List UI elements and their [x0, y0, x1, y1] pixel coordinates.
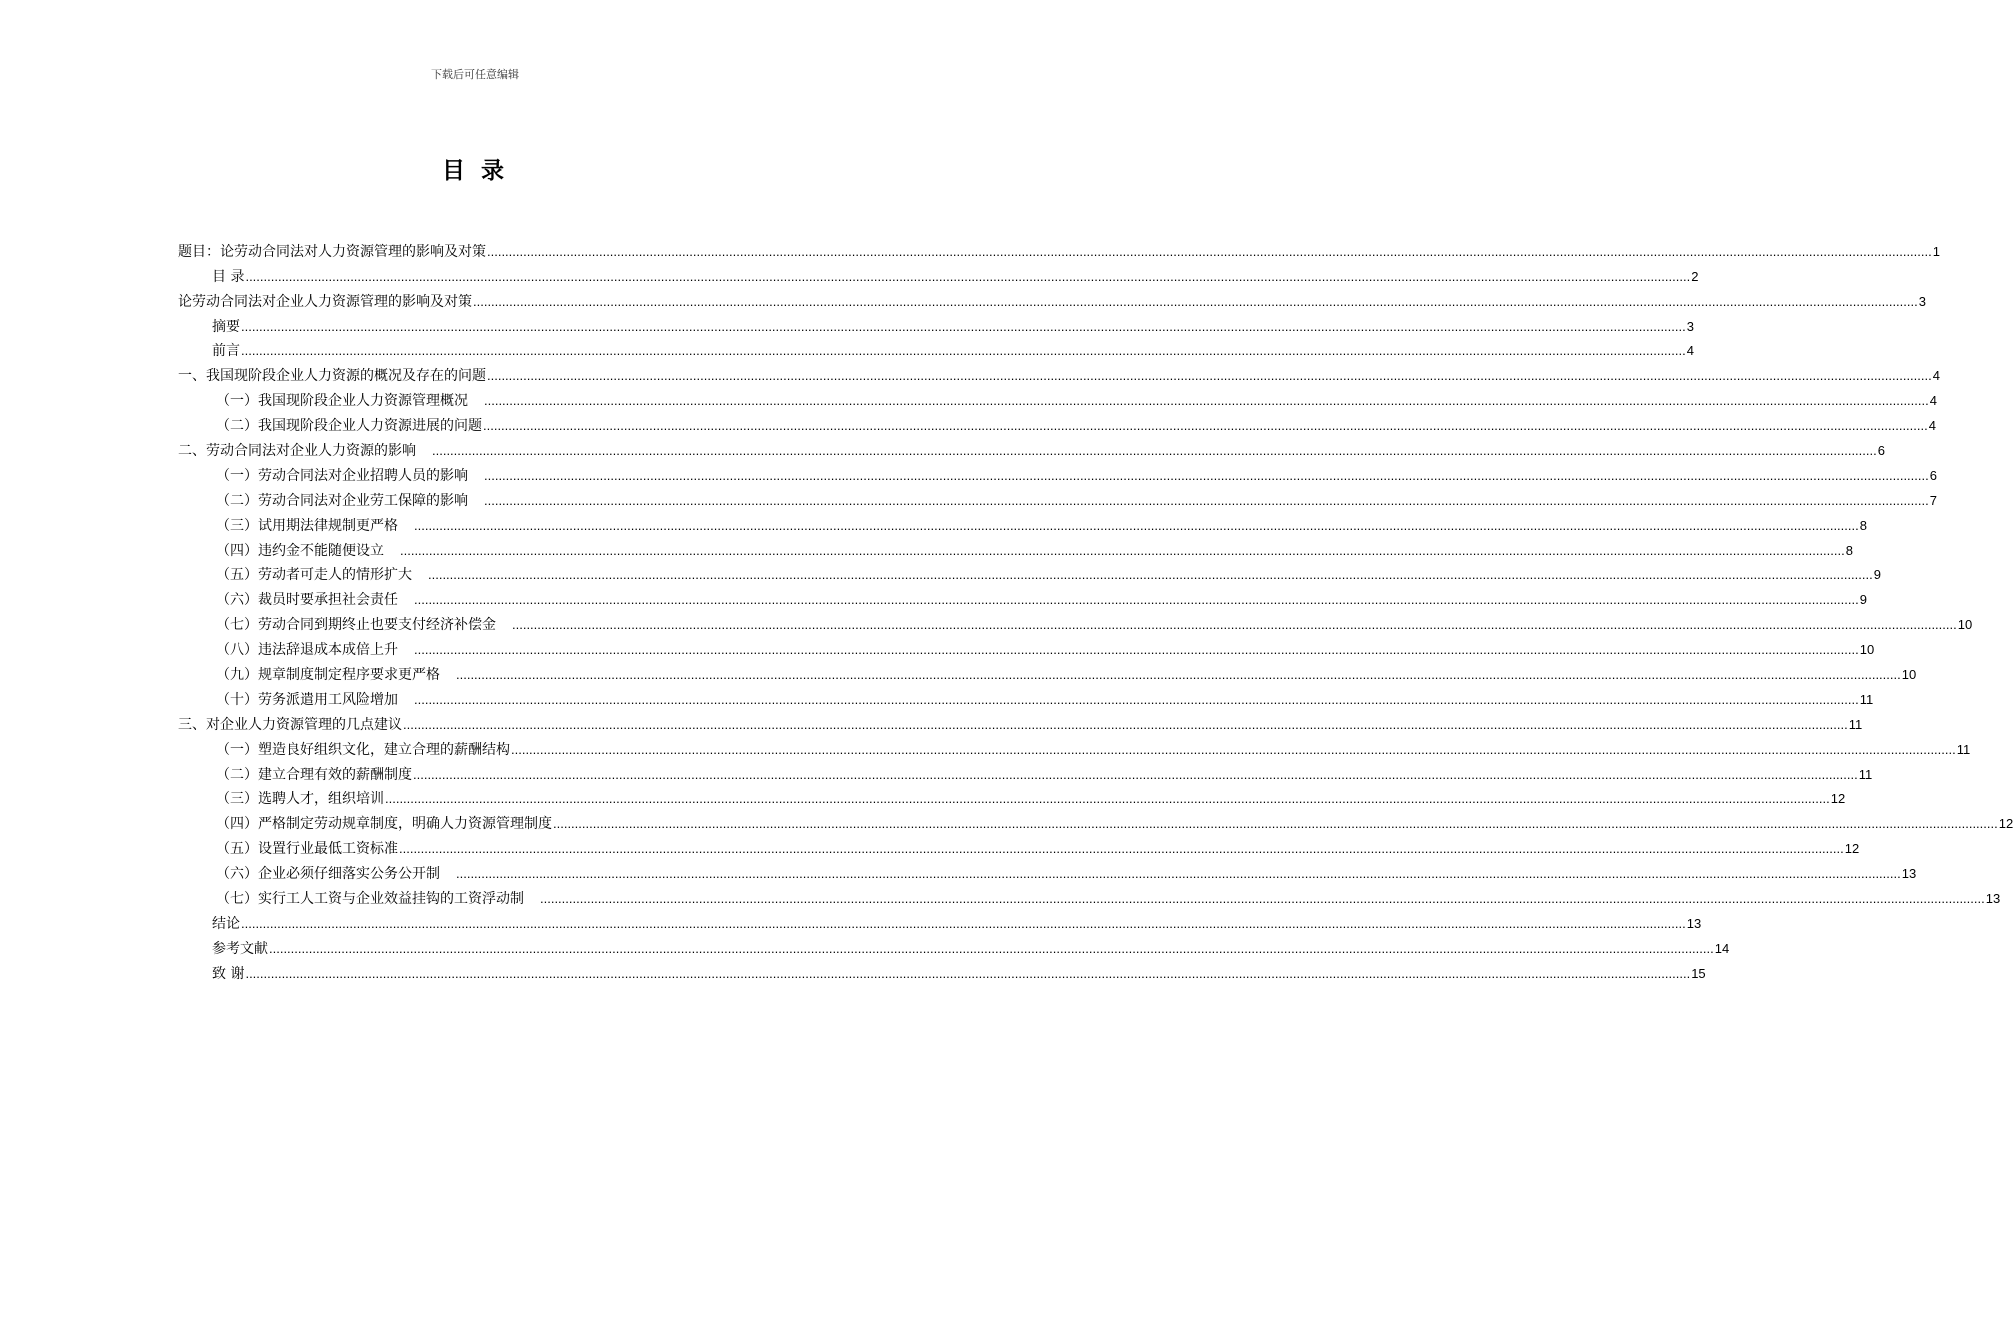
toc-page-number: 13: [1901, 866, 1917, 882]
toc-entry[interactable]: [178, 883, 2001, 908]
toc-entry[interactable]: [178, 584, 1867, 609]
toc-entry[interactable]: [178, 833, 1860, 858]
toc-page-number: 4: [1928, 418, 1936, 434]
table-of-contents: [178, 236, 2013, 983]
toc-entry-label: 一、我国现阶段企业人力资源的概况及存在的问题: [178, 368, 486, 385]
toc-entry-label: （一）劳动合同法对企业招聘人员的影响: [216, 467, 468, 484]
toc-dot-leader: ................................................................................................................................................................................................................................................................................................................................................................................................................: [399, 841, 1844, 857]
toc-page-number: 12: [1844, 841, 1860, 857]
toc-entry-label: （九）规章制度制定程序要求更严格: [216, 667, 440, 684]
toc-entry[interactable]: [178, 858, 1917, 883]
toc-entry-label: （一）塑造良好组织文化，建立合理的薪酬结构: [216, 741, 510, 758]
toc-page-number: 1: [1932, 243, 1940, 259]
toc-entry[interactable]: [178, 360, 1940, 385]
toc-dot-leader: ................................................................................................................................................................................................................................................................................................................................................................................................................: [414, 691, 1859, 707]
toc-page-number: 4: [1932, 368, 1940, 384]
toc-title: 目 录: [441, 158, 508, 184]
toc-dot-leader: ................................................................................................................................................................................................................................................................................................................................................................................................................: [540, 891, 1985, 907]
toc-page-number: 6: [1877, 443, 1885, 459]
toc-entry[interactable]: [178, 410, 1936, 435]
toc-page-number: 11: [1859, 691, 1874, 707]
toc-entry-label: 目 录: [212, 268, 245, 285]
toc-entry[interactable]: [178, 510, 1867, 535]
toc-dot-leader: ................................................................................................................................................................................................................................................................................................................................................................................................................: [245, 268, 1691, 284]
toc-entry-label: （一）我国现阶段企业人力资源管理概况: [216, 393, 468, 410]
toc-entry-label: 前言: [212, 343, 240, 360]
toc-entry[interactable]: [178, 709, 1863, 734]
toc-page-number: 11: [1858, 766, 1873, 782]
toc-dot-leader: ................................................................................................................................................................................................................................................................................................................................................................................................................: [400, 542, 1845, 558]
toc-dot-leader: ................................................................................................................................................................................................................................................................................................................................................................................................................: [487, 243, 1932, 259]
page-header-note: 下载后可任意编辑: [431, 68, 519, 81]
toc-dot-leader: ................................................................................................................................................................................................................................................................................................................................................................................................................: [403, 716, 1848, 732]
toc-page-number: 13: [1686, 915, 1702, 931]
toc-dot-leader: ................................................................................................................................................................................................................................................................................................................................................................................................................: [241, 318, 1686, 334]
toc-entry-label: （八）违法辞退成本成倍上升: [216, 642, 398, 659]
toc-entry[interactable]: [178, 933, 1730, 958]
toc-dot-leader: ................................................................................................................................................................................................................................................................................................................................................................................................................: [484, 467, 1929, 483]
toc-page-number: 6: [1929, 467, 1937, 483]
toc-dot-leader: ................................................................................................................................................................................................................................................................................................................................................................................................................: [484, 393, 1929, 409]
toc-page-number: 3: [1686, 318, 1694, 334]
toc-entry[interactable]: [178, 609, 1973, 634]
toc-dot-leader: ................................................................................................................................................................................................................................................................................................................................................................................................................: [414, 592, 1859, 608]
toc-dot-leader: ................................................................................................................................................................................................................................................................................................................................................................................................................: [553, 816, 1998, 832]
toc-entry[interactable]: [178, 460, 1937, 485]
toc-page-number: 13: [1985, 891, 2001, 907]
toc-entry[interactable]: [178, 286, 1926, 311]
toc-page-number: 15: [1691, 965, 1706, 981]
toc-entry[interactable]: [178, 535, 1853, 560]
toc-entry-label: 摘要: [212, 318, 240, 335]
toc-entry[interactable]: [178, 311, 1694, 336]
toc-entry-label: 参考文献: [212, 940, 268, 957]
toc-page-number: 8: [1845, 542, 1853, 558]
toc-page-number: 14: [1714, 940, 1730, 956]
toc-entry-label: （六）裁员时要承担社会责任: [216, 592, 398, 609]
toc-dot-leader: ................................................................................................................................................................................................................................................................................................................................................................................................................: [414, 517, 1859, 533]
toc-page-number: 3: [1918, 293, 1926, 309]
toc-entry-label: 题目：论劳动合同法对人力资源管理的影响及对策: [178, 243, 486, 260]
toc-dot-leader: ................................................................................................................................................................................................................................................................................................................................................................................................................: [413, 766, 1858, 782]
toc-entry-label: （四）违约金不能随便设立: [216, 542, 384, 559]
toc-entry[interactable]: [178, 336, 1694, 361]
toc-entry[interactable]: [178, 560, 1881, 585]
toc-entry[interactable]: [178, 958, 1706, 983]
toc-entry[interactable]: [178, 435, 1885, 460]
toc-dot-leader: ................................................................................................................................................................................................................................................................................................................................................................................................................: [483, 418, 1928, 434]
toc-entry[interactable]: [178, 908, 1702, 933]
toc-entry[interactable]: [178, 808, 2013, 833]
toc-page-number: 7: [1929, 492, 1937, 508]
toc-entry[interactable]: [178, 734, 1971, 759]
toc-page-number: 11: [1848, 716, 1863, 732]
toc-entry-label: （二）我国现阶段企业人力资源进展的问题: [216, 418, 482, 435]
toc-entry[interactable]: [178, 684, 1874, 709]
toc-dot-leader: ................................................................................................................................................................................................................................................................................................................................................................................................................: [241, 343, 1686, 359]
toc-entry[interactable]: [178, 385, 1937, 410]
toc-page-number: 9: [1859, 592, 1867, 608]
toc-dot-leader: ................................................................................................................................................................................................................................................................................................................................................................................................................: [414, 642, 1859, 658]
toc-entry[interactable]: [178, 236, 1940, 261]
toc-page-number: 10: [1957, 617, 1973, 633]
toc-entry-label: 三、对企业人力资源管理的几点建议: [178, 716, 402, 733]
toc-dot-leader: ................................................................................................................................................................................................................................................................................................................................................................................................................: [456, 667, 1901, 683]
toc-entry[interactable]: [178, 759, 1873, 784]
toc-entry-label: （三）试用期法律规制更严格: [216, 517, 398, 534]
toc-entry-label: （二）建立合理有效的薪酬制度: [216, 766, 412, 783]
toc-page-number: 11: [1956, 741, 1971, 757]
toc-entry-label: （六）企业必须仔细落实公务公开制: [216, 866, 440, 883]
toc-page-number: 4: [1929, 393, 1937, 409]
toc-entry[interactable]: [178, 784, 1846, 809]
toc-entry-label: （七）劳动合同到期终止也要支付经济补偿金: [216, 617, 496, 634]
toc-entry-label: （十）劳务派遣用工风险增加: [216, 691, 398, 708]
toc-entry-label: （三）选聘人才，组织培训: [216, 791, 384, 808]
toc-entry[interactable]: [178, 485, 1937, 510]
toc-entry-label: 结论: [212, 915, 240, 932]
toc-page-number: 4: [1686, 343, 1694, 359]
toc-entry-label: 致 谢: [212, 965, 245, 982]
toc-entry-label: （五）劳动者可走人的情形扩大: [216, 567, 412, 584]
toc-page-number: 8: [1859, 517, 1867, 533]
toc-entry-label: 二、劳动合同法对企业人力资源的影响: [178, 443, 416, 460]
toc-entry-label: （二）劳动合同法对企业劳工保障的影响: [216, 492, 468, 509]
toc-dot-leader: ................................................................................................................................................................................................................................................................................................................................................................................................................: [432, 443, 1877, 459]
toc-dot-leader: ................................................................................................................................................................................................................................................................................................................................................................................................................: [428, 567, 1873, 583]
toc-page-number: 10: [1901, 667, 1917, 683]
toc-dot-leader: ................................................................................................................................................................................................................................................................................................................................................................................................................: [511, 741, 1956, 757]
toc-page-number: 12: [1830, 791, 1846, 807]
toc-page-number: 9: [1873, 567, 1881, 583]
toc-entry-label: （七）实行工人工资与企业效益挂钩的工资浮动制: [216, 891, 524, 908]
toc-entry-label: 论劳动合同法对企业人力资源管理的影响及对策: [178, 293, 472, 310]
toc-dot-leader: ................................................................................................................................................................................................................................................................................................................................................................................................................: [484, 492, 1929, 508]
toc-dot-leader: ................................................................................................................................................................................................................................................................................................................................................................................................................: [487, 368, 1932, 384]
toc-entry-label: （四）严格制定劳动规章制度，明确人力资源管理制度: [216, 816, 552, 833]
toc-dot-leader: ................................................................................................................................................................................................................................................................................................................................................................................................................: [385, 791, 1830, 807]
toc-entry[interactable]: [178, 261, 1699, 286]
toc-page-number: 12: [1998, 816, 2013, 832]
toc-dot-leader: ................................................................................................................................................................................................................................................................................................................................................................................................................: [512, 617, 1957, 633]
toc-entry[interactable]: [178, 659, 1917, 684]
toc-dot-leader: ................................................................................................................................................................................................................................................................................................................................................................................................................: [269, 940, 1714, 956]
toc-dot-leader: ................................................................................................................................................................................................................................................................................................................................................................................................................: [456, 866, 1901, 882]
toc-entry[interactable]: [178, 634, 1875, 659]
toc-dot-leader: ................................................................................................................................................................................................................................................................................................................................................................................................................: [473, 293, 1918, 309]
toc-entry-label: （五）设置行业最低工资标准: [216, 841, 398, 858]
toc-page-number: 2: [1691, 268, 1699, 284]
toc-page-number: 10: [1859, 642, 1875, 658]
toc-dot-leader: ................................................................................................................................................................................................................................................................................................................................................................................................................: [241, 915, 1686, 931]
toc-dot-leader: ................................................................................................................................................................................................................................................................................................................................................................................................................: [245, 965, 1691, 981]
